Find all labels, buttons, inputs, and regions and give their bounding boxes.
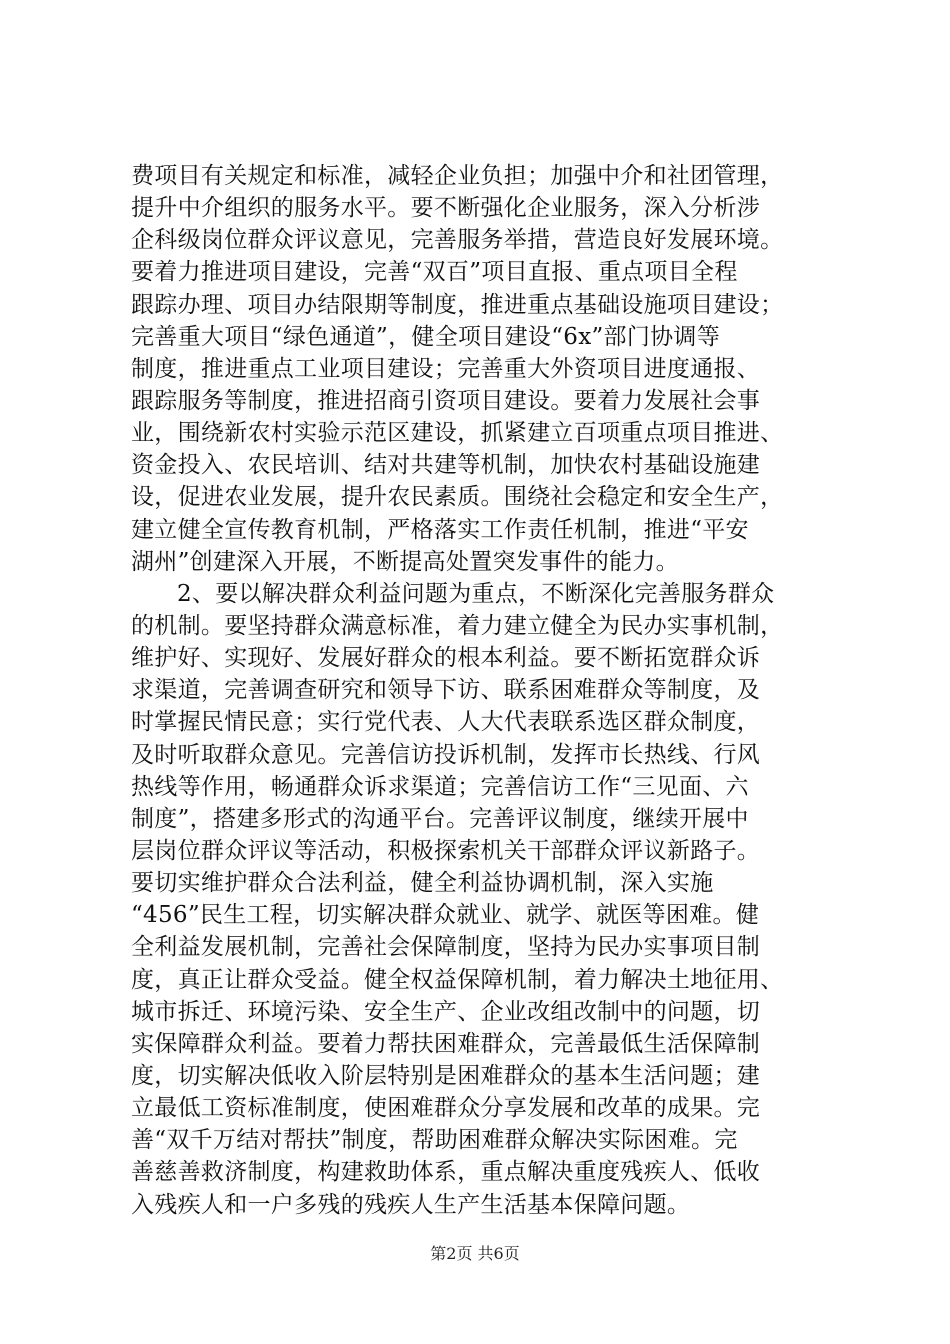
text-line: 度，真正让群众受益。健全权益保障机制，着力解决土地征用、 [131, 966, 784, 993]
text-line: 跟踪服务等制度，推进招商引资项目建设。要着力发展社会事 [131, 387, 761, 414]
text-line: 入残疾人和一户多残的残疾人生产生活基本保障问题。 [131, 1191, 691, 1218]
text-line: 及时听取群众意见。完善信访投诉机制，发挥市长热线、行风 [131, 741, 761, 768]
text-line: 维护好、实现好、发展好群众的根本利益。要不断拓宽群众诉 [131, 645, 761, 672]
text-line: 建立健全宣传教育机制，严格落实工作责任机制，推进“平安 [131, 516, 749, 543]
text-line: “456”民生工程，切实解决群众就业、就学、就医等困难。健 [131, 902, 760, 929]
body-text [131, 160, 831, 1221]
text-line: 要着力推进项目建设，完善“双百”项目直报、重点项目全程 [131, 259, 738, 286]
text-line: 湖州”创建深入开展，不断提高处置突发事件的能力。 [131, 548, 679, 575]
text-line: 热线等作用，畅通群众诉求渠道；完善信访工作“三见面、六 [131, 773, 749, 800]
paragraph-start-line: 2、要以解决群众利益问题为重点，不断深化完善服务群众 [177, 580, 775, 607]
page-number-footer: 第2页 共6页 [430, 1244, 520, 1263]
text-line: 全利益发展机制，完善社会保障制度，坚持为民办实事项目制 [131, 934, 761, 961]
text-line: 业，围绕新农村实验示范区建设，抓紧建立百项重点项目推进、 [131, 420, 784, 447]
text-line: 企科级岗位群众评议意见，完善服务举措，营造良好发展环境。 [131, 227, 784, 254]
text-line: 的机制。要坚持群众满意标准，着力建立健全为民办实事机制， [131, 612, 784, 639]
text-line: 资金投入、农民培训、结对共建等机制，加快农村基础设施建 [131, 452, 761, 479]
text-line: 跟踪办理、项目办结限期等制度，推进重点基础设施项目建设； [131, 291, 784, 318]
text-line: 费项目有关规定和标准，减轻企业负担；加强中介和社团管理， [131, 163, 784, 189]
text-line: 制度”，搭建多形式的沟通平台。完善评议制度，继续开展中 [131, 805, 749, 832]
text-line: 设，促进农业发展，提升农民素质。围绕社会稳定和安全生产， [131, 484, 784, 511]
text-line: 求渠道，完善调查研究和领导下访、联系困难群众等制度，及 [131, 677, 761, 704]
text-line: 时掌握民情民意；实行党代表、人大代表联系选区群众制度， [131, 709, 761, 736]
text-line: 城市拆迁、环境污染、安全生产、企业改组改制中的问题，切 [131, 998, 761, 1025]
text-line: 实保障群众利益。要着力帮扶困难群众，完善最低生活保障制 [131, 1030, 761, 1057]
text-line: 制度，推进重点工业项目建设；完善重大外资项目进度通报、 [131, 355, 761, 382]
text-line: 立最低工资标准制度，使困难群众分享发展和改革的成果。完 [131, 1095, 761, 1122]
text-line: 善慈善救济制度，构建救助体系，重点解决重度残疾人、低收 [131, 1159, 761, 1186]
text-line: 完善重大项目“绿色通道”，健全项目建设“6x”部门协调等 [131, 323, 721, 350]
text-line: 善“双千万结对帮扶”制度，帮助困难群众解决实际困难。完 [131, 1127, 738, 1154]
text-line: 要切实维护群众合法利益，健全利益协调机制，深入实施 [131, 870, 714, 897]
text-line: 提升中介组织的服务水平。要不断强化企业服务，深入分析涉 [131, 195, 761, 222]
text-line: 层岗位群众评议等活动，积极探索机关干部群众评议新路子。 [131, 837, 761, 864]
text-line: 度，切实解决低收入阶层特别是困难群众的基本生活问题；建 [131, 1062, 761, 1089]
